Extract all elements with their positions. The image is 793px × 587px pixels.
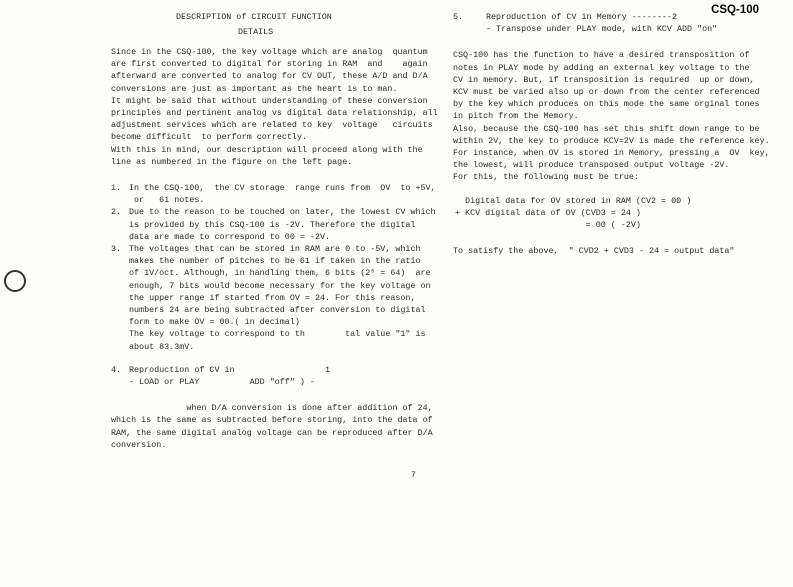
list-line: enough, 7 bits would become necessary for the key voltage on xyxy=(129,280,431,291)
list-number: 4. xyxy=(111,364,122,375)
list-line: The key voltage to correspond to th tal value "1" is xyxy=(129,329,426,340)
list-number: 5. xyxy=(453,12,464,22)
page-title: DESCRIPTION of CIRCUIT FUNCTION xyxy=(176,12,332,22)
list-line: or 61 notes. xyxy=(129,195,205,206)
list-line: In the CSQ-100, the CV storage range runs from OV to +5V, xyxy=(129,183,436,194)
intro-line: adjustment services which are related to key voltage circuits xyxy=(111,120,433,131)
list-line: numbers 24 are being subtracted after conversion to digital xyxy=(129,305,426,316)
intro-line: become difficult to perform correctly. xyxy=(111,132,308,143)
intro-line: It might be said that without understanding of these conversion xyxy=(111,95,428,106)
list-number: 3. xyxy=(111,244,122,255)
list-line: form to make OV = 00.( in decimal) xyxy=(129,317,300,328)
equation-line: = 00 ( -2V) xyxy=(455,220,641,231)
paragraph-line: Also, because the CSQ-100 has set this shift down range to be xyxy=(453,123,760,134)
paragraph-line: when D/A conversion is done after addition of 24, xyxy=(111,403,433,414)
paragraph-line: CV in memory. But, if transposition is required up or down, xyxy=(453,74,755,85)
intro-line: With this in mind, our description will proceed along with the xyxy=(111,144,423,155)
left-column xyxy=(111,46,438,451)
paragraph-line: within 2V, the key to produce KCV=2V is made the reference key. xyxy=(453,135,770,146)
paragraph-line: For this, the following must be true: xyxy=(453,172,639,183)
equation-line: Digital data for OV stored in RAM (CV2 = 00 ) xyxy=(455,195,692,206)
list-line: about 83.3mV. xyxy=(129,341,195,352)
list-item-1 xyxy=(111,182,438,206)
list-line: the upper range if started from OV = 24. For this reason, xyxy=(129,292,416,303)
list-item-3 xyxy=(111,243,438,353)
binder-hole-icon xyxy=(4,270,26,292)
paragraph-line: in pitch from the Memory. xyxy=(453,111,579,122)
list-line: Reproduction of CV in 1 xyxy=(129,364,331,375)
list-line: data are made to correspond to 00 = -2V. xyxy=(129,231,331,242)
list-item-4 xyxy=(111,364,438,388)
brand-label: CSQ-100 xyxy=(711,4,759,16)
paragraph-line: For instance, when OV is stored in Memory, pressing a OV key, xyxy=(453,148,770,159)
section-heading: Reproduction of CV in Memory --------2 xyxy=(486,12,677,22)
right-column xyxy=(453,11,770,257)
list-line: The voltages that can be stored in RAM are 0 to -5V, which xyxy=(129,244,421,255)
list-item-2 xyxy=(111,206,438,243)
page-subtitle: DETAILS xyxy=(238,27,274,37)
page-number: 7 xyxy=(411,471,416,480)
conclusion-line: To satisfy the above, " CVD2 + CVD3 - 24 = output data" xyxy=(453,246,735,257)
intro-line: principles and pertinent analog vs digital data relationship, all xyxy=(111,108,438,119)
intro-line: conversions are just as important as the heart is to man. xyxy=(111,83,398,94)
list-line: makes the number of pitches to be 61 if taken in the ratio xyxy=(129,256,421,267)
transpose-paragraph xyxy=(453,49,770,183)
paragraph-line: CSQ-100 has the function to have a desired transposition of xyxy=(453,50,750,61)
section-subheading: - Transpose under PLAY mode, with KCV ADD "on" xyxy=(486,24,718,35)
item-4-paragraph xyxy=(111,402,438,451)
paragraph-line: which is the same as subtracted before storing, into the data of xyxy=(111,415,433,426)
intro-line: are first converted to digital for storing in RAM and again xyxy=(111,59,428,70)
intro-line: Since in the CSQ-100, the key voltage which are analog quantum xyxy=(111,47,428,57)
intro-line: line as numbered in the figure on the left page. xyxy=(111,156,353,167)
paragraph-line: notes in PLAY mode by adding an external key voltage to the xyxy=(453,62,750,73)
equation-line: + KCV digital data of OV (CVD3 = 24 ) xyxy=(455,207,641,218)
list-line: is provided by this CSQ-100 is -2V. Therefore the digital xyxy=(129,219,416,230)
paragraph-line: the lowest, will produce transposed output voltage -2V. xyxy=(453,160,730,171)
list-line: Due to the reason to be touched on later, the lowest CV which xyxy=(129,207,436,218)
paragraph-line: KCV must be varied also up or down from the center referenced xyxy=(453,87,760,98)
paragraph-line: RAM, the same digital analog voltage can be reproduced after D/A xyxy=(111,427,433,438)
list-item-5 xyxy=(453,11,770,35)
intro-paragraph xyxy=(111,46,438,168)
list-line: - LOAD or PLAY ADD "off" ) - xyxy=(129,377,315,388)
list-line: of 1V/oct. Although, in handling them, 6 bits (2⁶ = 64) are xyxy=(129,268,431,279)
equation-block xyxy=(453,195,770,232)
paragraph-line: by the key which produces on this mode the same orginal tones xyxy=(453,99,760,110)
list-number: 2. xyxy=(111,207,122,218)
intro-line: afterward are converted to analog for CV OUT, these A/D and D/A xyxy=(111,71,428,82)
paragraph-line: conversion. xyxy=(111,439,167,450)
list-number: 1. xyxy=(111,183,122,194)
